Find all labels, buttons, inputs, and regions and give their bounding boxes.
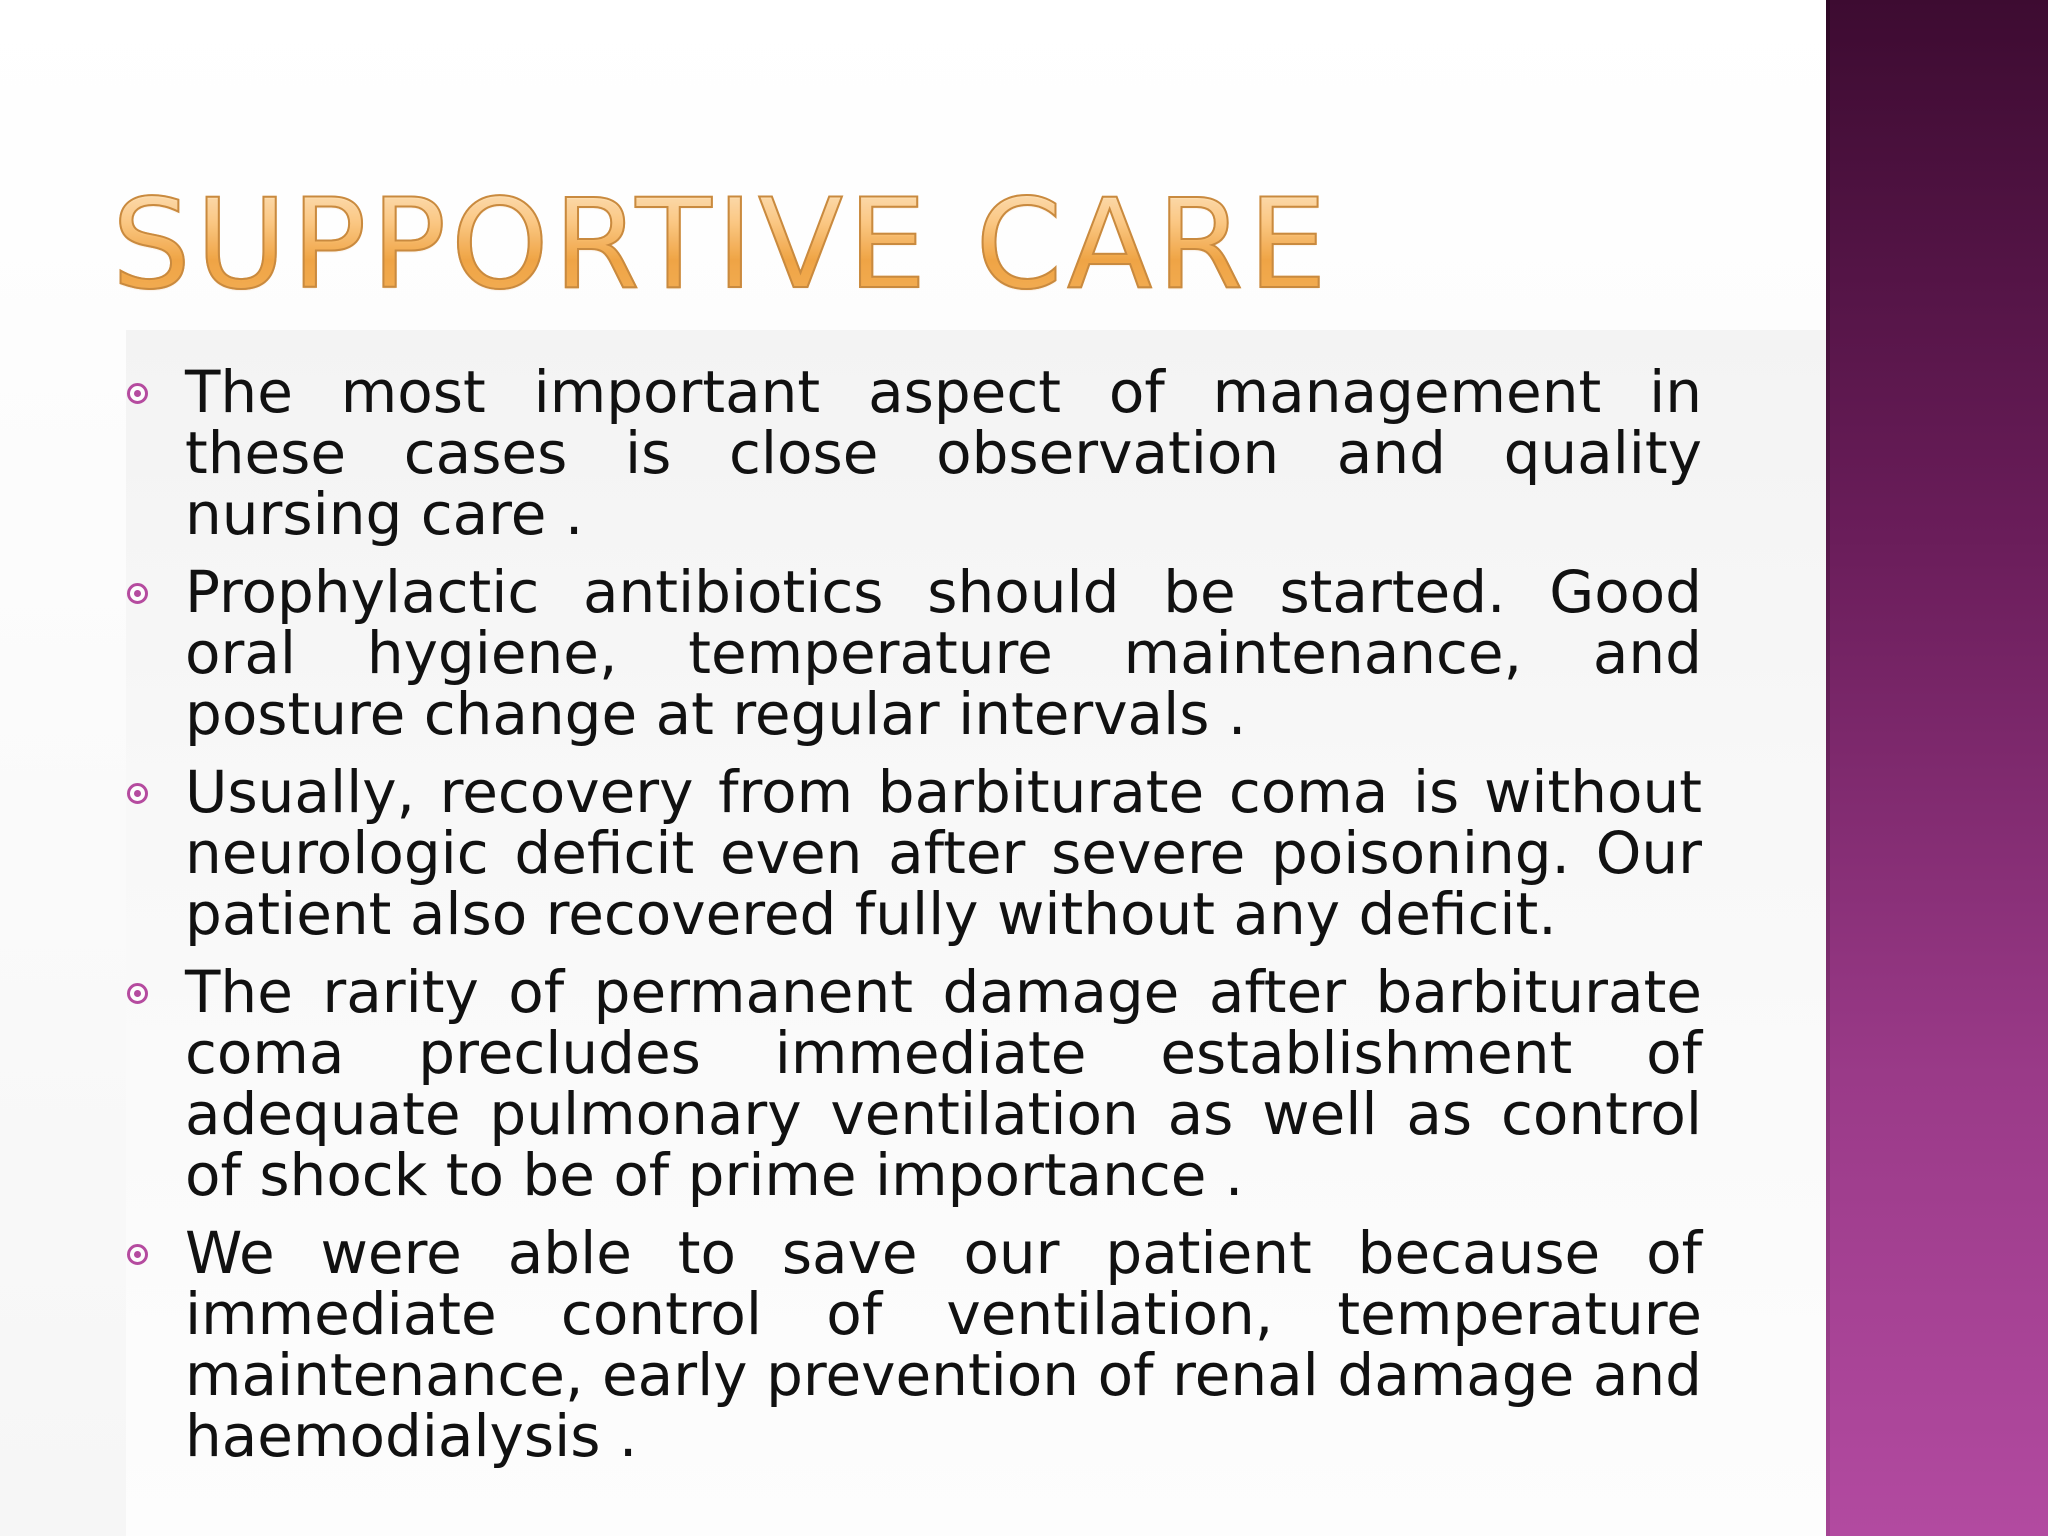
slide-title: SUPPORTIVE CARE (112, 170, 1332, 320)
side-band-edge (1826, 0, 1830, 1536)
bullet-item-2 (124, 558, 1702, 748)
bullet-item-3 (124, 758, 1702, 948)
circle-dot-icon (127, 383, 148, 404)
bullet-item-5 (124, 1219, 1702, 1470)
circle-dot-icon (127, 983, 148, 1004)
circle-dot-icon (127, 1244, 148, 1265)
bullet-text-2: Prophylactic antibiotics should be started. Good oral hygiene, temperature maintenance, and posture change at regular intervals . (185, 558, 1702, 748)
bullet-text-5: We were able to save our patient because of immediate control of ventilation, temperature maintenance, early prevention of renal damage and haemodialysis . (185, 1219, 1702, 1470)
bullet-text-3: Usually, recovery from barbiturate coma is without neurologic deficit even after severe poisoning. Our patient also recovered fully without any deficit. (185, 758, 1702, 948)
decorative-side-band (1826, 0, 2048, 1536)
bullet-list (124, 358, 1702, 1470)
bullet-text-1: The most important aspect of management in these cases is close observation and quality nursing care . (185, 358, 1702, 548)
bullet-item-1 (124, 358, 1702, 548)
circle-dot-icon (127, 783, 148, 804)
bullet-text-4: The rarity of permanent damage after barbiturate coma precludes immediate establishment of adequate pulmonary ventilation as well as control of shock to be of prime importance . (185, 958, 1702, 1209)
bullet-item-4 (124, 958, 1702, 1209)
circle-dot-icon (127, 583, 148, 604)
